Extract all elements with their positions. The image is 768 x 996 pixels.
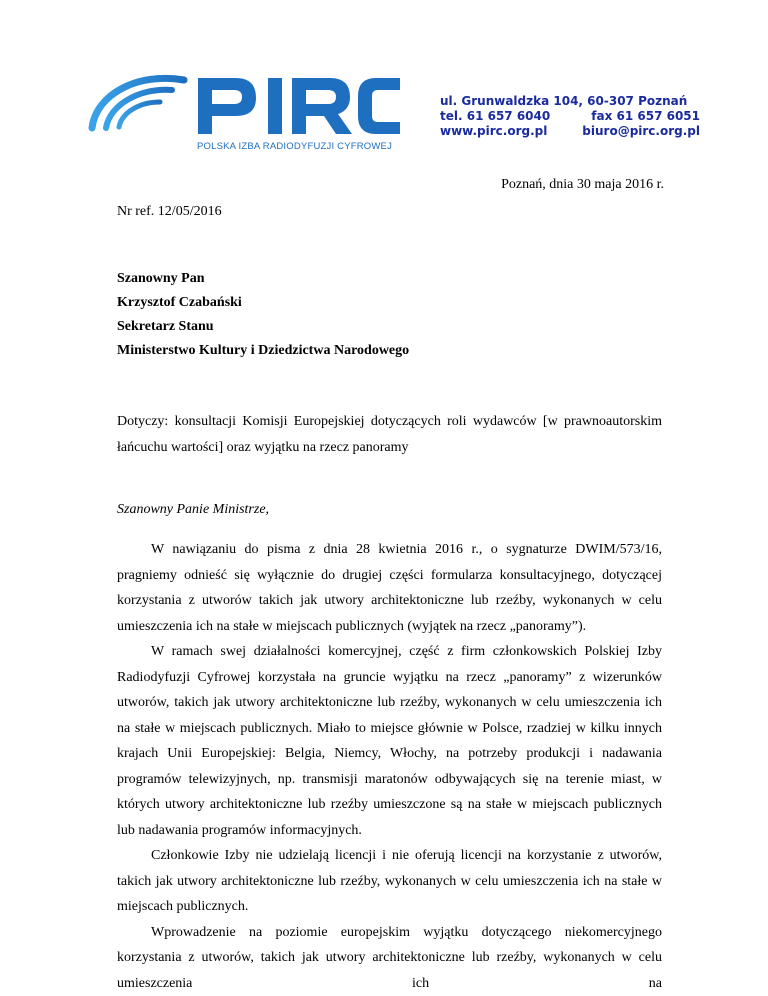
- email-link[interactable]: biuro@pirc.org.pl: [582, 124, 700, 139]
- website-link[interactable]: www.pirc.org.pl: [440, 124, 547, 139]
- letter-date: Poznań, dnia 30 maja 2016 r.: [501, 177, 664, 193]
- phone: tel. 61 657 6040: [440, 109, 550, 124]
- paragraph: Członkowie Izby nie udzielają licencji i nie oferują licencji na korzystanie z utworów, takich jak utwory architektoniczne lub rzeźby, wykonanych w celu umieszczenia ich na stałe w miejscach publicznych.: [117, 843, 662, 920]
- logo-caption: POLSKA IZBA RADIODYFUZJI CYFROWEJ: [197, 141, 392, 152]
- reference-number: Nr ref. 12/05/2016: [117, 204, 222, 220]
- subject-line: Dotyczy: konsultacji Komisji Europejskiej dotyczących roli wydawców [w prawnoautorskim łańcuchu wartości] oraz wyjątku na rzecz panoramy: [117, 409, 662, 461]
- addressee-line: Krzysztof Czabański: [117, 291, 409, 315]
- address: ul. Grunwaldzka 104, 60-307 Poznań: [440, 94, 687, 109]
- contact-block: [440, 94, 700, 139]
- addressee-line: Sekretarz Stanu: [117, 315, 409, 339]
- fax: fax 61 657 6051: [591, 109, 700, 124]
- letter-body: [117, 537, 662, 996]
- addressee-line: Szanowny Pan: [117, 267, 409, 291]
- salutation: Szanowny Panie Ministrze,: [117, 502, 269, 518]
- paragraph: Wprowadzenie na poziomie europejskim wyjątku dotyczącego niekomercyjnego korzystania z utworów, takich jak utwory architektoniczne lub rzeźby, wykonanych w celu umieszczenia ich na: [117, 920, 662, 996]
- paragraph: W ramach swej działalności komercyjnej, część z firm członkowskich Polskiej Izby Radiodyfuzji Cyfrowej korzystała na gruncie wyjątku na rzecz „panoramy” z wizerunków utworów, takich jak utwory architektoniczne lub rzeźby, wykonanych w celu umieszczenia ich na stałe w miejscach publicznych. Miało to miejsce głównie w Polsce, rzadziej w kilku innych krajach Unii Europejskiej: Belgia, Niemcy, Włochy, na potrzeby produkcji i nadawania programów telewizyjnych, np. transmisji maratonów odbywających się na terenie miast, w których utwory architektoniczne lub rzeźby umieszczone są na stałe w miejscach publicznych lub nadawania programów informacyjnych.: [117, 639, 662, 843]
- paragraph: W nawiązaniu do pisma z dnia 28 kwietnia 2016 r., o sygnaturze DWIM/573/16, pragniemy odnieść się wyłącznie do drugiej części formularza konsultacyjnego, dotyczącej korzystania z utworów takich jak utwory architektoniczne lub rzeźby, wykonanych w celu umieszczenia ich na stałe w miejscach publicznych (wyjątek na rzecz „panoramy”).: [117, 537, 662, 639]
- addressee-line: Ministerstwo Kultury i Dziedzictwa Narodowego: [117, 339, 409, 363]
- addressee-block: [117, 267, 409, 363]
